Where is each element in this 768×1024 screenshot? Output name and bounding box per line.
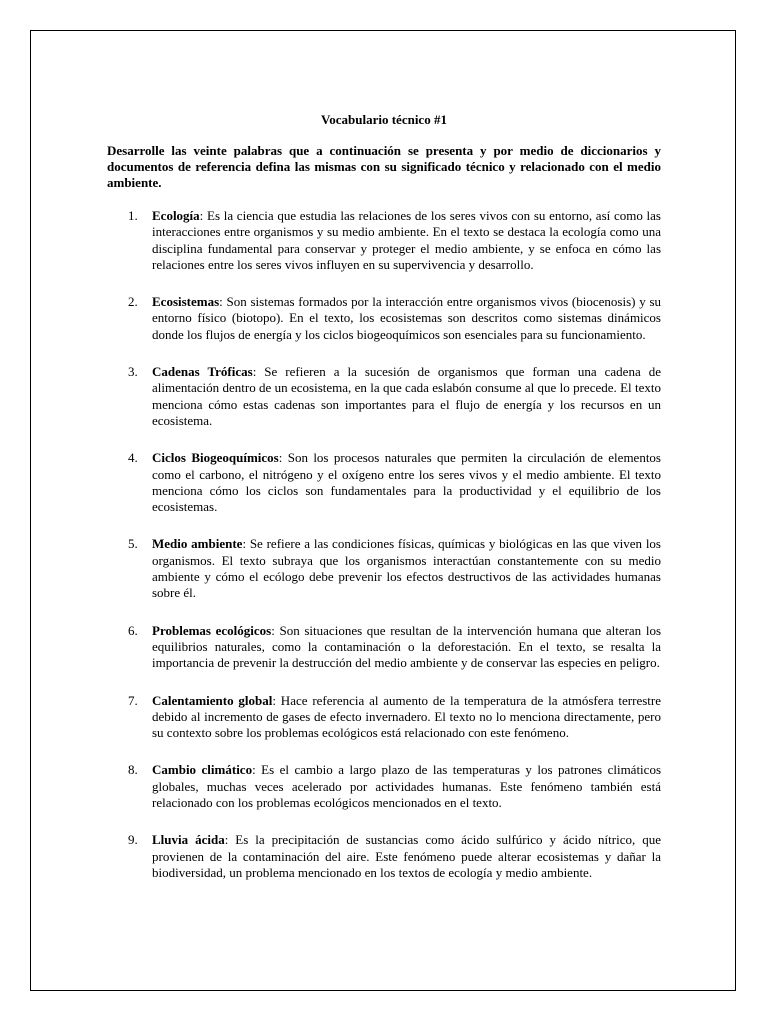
term-definition: : Son sistemas formados por la interacción entre organismos vivos (biocenosis) y su entorno físico (biotopo). En el texto, los ecosistemas son descritos como sistemas dinámicos donde los flujos de energía y los ciclos biogeoquímicos son esenciales para su funcionamiento. [152, 294, 661, 342]
item-number: 7. [128, 692, 138, 708]
term-name: Ecología [152, 208, 200, 223]
term-definition: : Son los procesos naturales que permiten la circulación de elementos como el carbono, el nitrógeno y el oxígeno entre los seres vivos y el medio ambiente. El texto menciona cómo los ciclos son fundamentales para la productividad y el equilibrio de los ecosistemas. [152, 450, 661, 515]
item-number: 3. [128, 364, 138, 380]
term-name: Cambio climático [152, 762, 253, 778]
document-content [107, 112, 661, 902]
list-item [107, 294, 661, 343]
term-name: Problemas ecológicos [152, 622, 272, 638]
list-item [107, 693, 661, 742]
list-item [107, 208, 661, 273]
term-name: Ciclos Biogeoquímicos [152, 450, 279, 466]
list-item [107, 762, 661, 811]
term-name: Cadenas Tróficas [152, 364, 253, 380]
term-name: Calentamiento global [152, 692, 273, 708]
term-name: Ecosistemas [152, 294, 220, 310]
item-number: 2. [128, 294, 138, 310]
term-definition: : Se refiere a las condiciones físicas, químicas y biológicas en las que viven los organismos. El texto subraya que los organismos interactúan constantemente con su medio ambiente y cómo el ecólogo debe prevenir los efectos destructivos de las actividades humanas sobre él. [152, 536, 661, 601]
vocabulary-list [107, 208, 661, 881]
document-title: Vocabulario técnico #1 [321, 112, 447, 127]
term-definition: : Son situaciones que resultan de la intervención humana que alteran los equilibrios naturales, como la contaminación o la deforestación. En el texto, se resalta la importancia de prevenir la destrucción del medio ambiente y de conservar las especies en peligro. [152, 622, 662, 671]
term-name: Medio ambiente [152, 536, 243, 552]
list-item [107, 450, 661, 515]
item-number: 4. [128, 450, 138, 466]
list-item [107, 623, 661, 672]
list-item [107, 536, 661, 601]
term-definition: : Hace referencia al aumento de la temperatura de la atmósfera terrestre debido al incremento de gases de efecto invernadero. El texto no lo menciona directamente, pero su contexto sobre los problemas ecológicos está relacionado con este fenómeno. [152, 692, 661, 741]
term-name: Lluvia ácida [152, 832, 225, 848]
item-number: 9. [128, 832, 138, 848]
term-definition: : Es la ciencia que estudia las relaciones de los seres vivos con su entorno, así como las interacciones entre organismos y su medio ambiente. En el texto se destaca la ecología como una disciplina fundamental para conservar y proteger el medio ambiente, y se enfoca en cómo las relaciones entre los seres vivos influyen en su supervivencia y desarrollo. [152, 208, 661, 272]
term-definition: : Es el cambio a largo plazo de las temperaturas y los patrones climáticos globales, muchas veces acelerado por actividades humanas. Este fenómeno también está relacionado con los problemas ecológicos mencionados en el texto. [152, 762, 661, 811]
item-number: 5. [128, 536, 138, 552]
item-number: 8. [128, 762, 138, 778]
instructions-paragraph: Desarrolle las veinte palabras que a continuación se presenta y por medio de diccionarios y documentos de referencia defina las mismas con su significado técnico y relacionado con el medio ambiente. [107, 143, 661, 190]
item-number: 6. [128, 622, 138, 638]
list-item [107, 832, 661, 881]
term-definition: : Es la precipitación de sustancias como ácido sulfúrico y ácido nítrico, que provienen de la contaminación del aire. Este fenómeno puede alterar ecosistemas y dañar la biodiversidad, un problema mencionado en los textos de ecología y medio ambiente. [152, 832, 661, 880]
item-number: 1. [128, 208, 138, 223]
term-definition: : Se refieren a la sucesión de organismos que forman una cadena de alimentación dentro de un ecosistema, en la que cada eslabón consume al que lo precede. El texto menciona cómo estas cadenas son importantes para el flujo de energía y los recursos en un ecosistema. [152, 364, 661, 428]
list-item [107, 364, 661, 429]
